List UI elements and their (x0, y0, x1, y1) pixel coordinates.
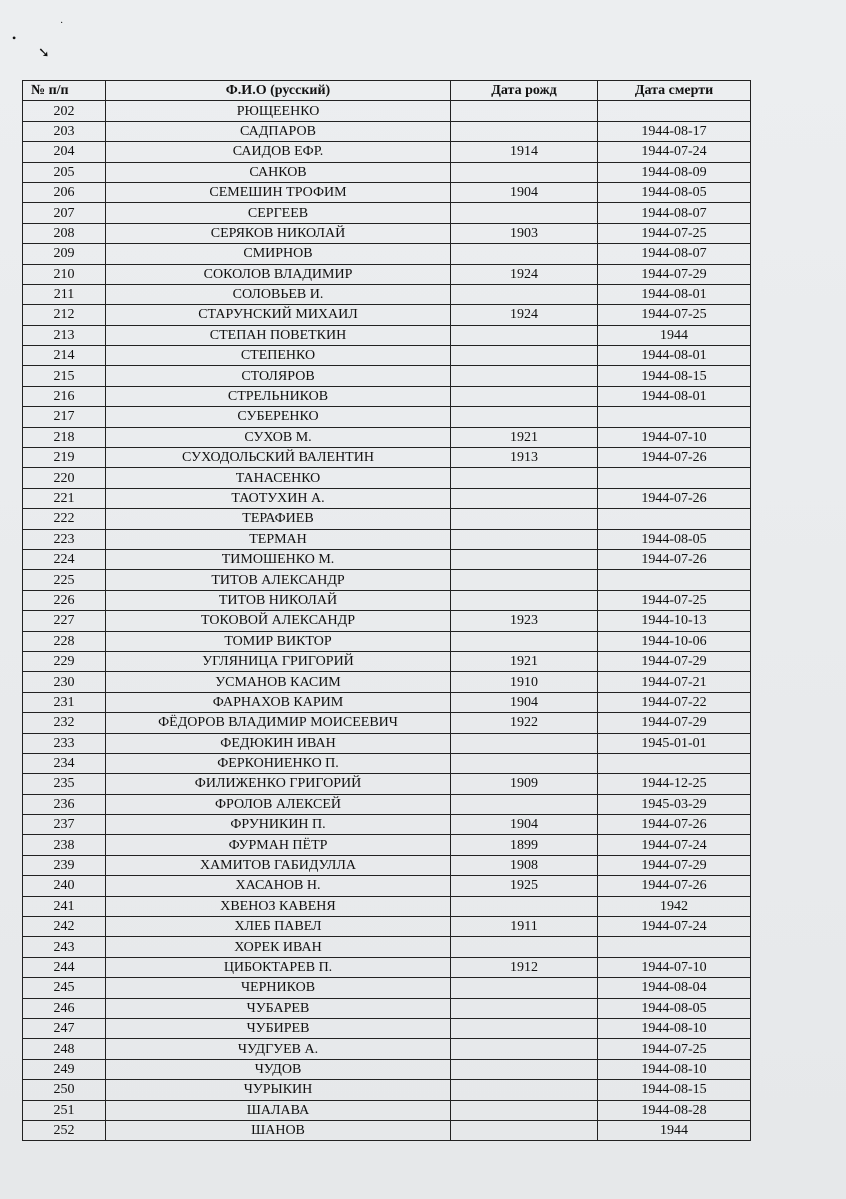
birth-date-cell (451, 509, 598, 529)
row-number-cell: 207 (23, 203, 106, 223)
birth-date-cell: 1908 (451, 855, 598, 875)
death-date-cell: 1944-08-09 (598, 162, 751, 182)
birth-date-cell (451, 937, 598, 957)
death-date-cell: 1944-07-24 (598, 142, 751, 162)
death-date-cell: 1944-08-17 (598, 121, 751, 141)
row-number-cell: 245 (23, 978, 106, 998)
birth-date-cell (451, 1080, 598, 1100)
death-date-cell (598, 937, 751, 957)
table-row (23, 978, 751, 998)
table-row (23, 835, 751, 855)
table-row (23, 651, 751, 671)
full-name-cell: ФУРМАН ПЁТР (106, 835, 451, 855)
table-row (23, 244, 751, 264)
birth-date-cell (451, 121, 598, 141)
full-name-cell: ТИТОВ АЛЕКСАНДР (106, 570, 451, 590)
death-date-cell: 1944-10-06 (598, 631, 751, 651)
full-name-cell: СТОЛЯРОВ (106, 366, 451, 386)
table-row (23, 876, 751, 896)
row-number-cell: 238 (23, 835, 106, 855)
death-date-cell: 1944-08-10 (598, 1018, 751, 1038)
death-date-cell: 1944-08-28 (598, 1100, 751, 1120)
table-row (23, 672, 751, 692)
birth-date-cell: 1913 (451, 448, 598, 468)
birth-date-cell (451, 549, 598, 569)
birth-date-cell: 1903 (451, 223, 598, 243)
birth-date-cell: 1925 (451, 876, 598, 896)
table-row (23, 549, 751, 569)
full-name-cell: СТЕПАН ПОВЕТКИН (106, 325, 451, 345)
full-name-cell: УГЛЯНИЦА ГРИГОРИЙ (106, 651, 451, 671)
row-number-cell: 231 (23, 692, 106, 712)
row-number-cell: 222 (23, 509, 106, 529)
row-number-cell: 235 (23, 774, 106, 794)
death-date-cell: 1944-07-26 (598, 876, 751, 896)
row-number-cell: 220 (23, 468, 106, 488)
death-date-cell: 1944-08-07 (598, 244, 751, 264)
row-number-cell: 212 (23, 305, 106, 325)
row-number-cell: 217 (23, 407, 106, 427)
full-name-cell: ХЛЕБ ПАВЕЛ (106, 917, 451, 937)
full-name-cell: ШАНОВ (106, 1120, 451, 1140)
row-number-cell: 244 (23, 957, 106, 977)
full-name-cell: ТОМИР ВИКТОР (106, 631, 451, 651)
table-row (23, 1018, 751, 1038)
full-name-cell: ЧЕРНИКОВ (106, 978, 451, 998)
full-name-cell: СТАРУНСКИЙ МИХАИЛ (106, 305, 451, 325)
table-row (23, 1080, 751, 1100)
row-number-cell: 206 (23, 182, 106, 202)
full-name-cell: САДПАРОВ (106, 121, 451, 141)
death-date-cell: 1944-07-24 (598, 835, 751, 855)
full-name-cell: ТАНАСЕНКО (106, 468, 451, 488)
table-row (23, 855, 751, 875)
row-number-cell: 252 (23, 1120, 106, 1140)
death-date-cell: 1944-07-29 (598, 855, 751, 875)
death-date-cell: 1944-07-25 (598, 223, 751, 243)
birth-date-cell (451, 366, 598, 386)
death-date-cell: 1944-07-29 (598, 264, 751, 284)
header-death-date: Дата смерти (598, 81, 751, 101)
row-number-cell: 233 (23, 733, 106, 753)
table-row (23, 142, 751, 162)
table-row (23, 264, 751, 284)
death-date-cell: 1944-07-21 (598, 672, 751, 692)
birth-date-cell (451, 896, 598, 916)
row-number-cell: 241 (23, 896, 106, 916)
table-row (23, 427, 751, 447)
table-row (23, 570, 751, 590)
row-number-cell: 216 (23, 386, 106, 406)
full-name-cell: ФИЛИЖЕНКО ГРИГОРИЙ (106, 774, 451, 794)
header-number: № п/п (23, 81, 106, 101)
birth-date-cell (451, 1059, 598, 1079)
death-date-cell (598, 101, 751, 121)
birth-date-cell: 1910 (451, 672, 598, 692)
full-name-cell: ТЕРМАН (106, 529, 451, 549)
birth-date-cell (451, 468, 598, 488)
row-number-cell: 234 (23, 753, 106, 773)
birth-date-cell (451, 101, 598, 121)
full-name-cell: СЕРГЕЕВ (106, 203, 451, 223)
death-date-cell: 1944-08-07 (598, 203, 751, 223)
row-number-cell: 204 (23, 142, 106, 162)
row-number-cell: 228 (23, 631, 106, 651)
table-row (23, 733, 751, 753)
birth-date-cell: 1924 (451, 305, 598, 325)
full-name-cell: СОКОЛОВ ВЛАДИМИР (106, 264, 451, 284)
full-name-cell: ЧУДГУЕВ А. (106, 1039, 451, 1059)
death-date-cell: 1944-08-15 (598, 1080, 751, 1100)
full-name-cell: ХАМИТОВ ГАБИДУЛЛА (106, 855, 451, 875)
full-name-cell: СЕМЕШИН ТРОФИМ (106, 182, 451, 202)
row-number-cell: 202 (23, 101, 106, 121)
table-row (23, 182, 751, 202)
table-row (23, 1120, 751, 1140)
full-name-cell: СМИРНОВ (106, 244, 451, 264)
scan-speck: · (60, 18, 64, 29)
full-name-cell: СЕРЯКОВ НИКОЛАЙ (106, 223, 451, 243)
full-name-cell: ТИТОВ НИКОЛАЙ (106, 590, 451, 610)
birth-date-cell: 1904 (451, 692, 598, 712)
full-name-cell: ЦИБОКТАРЕВ П. (106, 957, 451, 977)
death-date-cell: 1944-08-05 (598, 182, 751, 202)
death-date-cell (598, 407, 751, 427)
full-name-cell: ЧУРЫКИН (106, 1080, 451, 1100)
row-number-cell: 250 (23, 1080, 106, 1100)
full-name-cell: ТИМОШЕНКО М. (106, 549, 451, 569)
row-number-cell: 225 (23, 570, 106, 590)
birth-date-cell (451, 794, 598, 814)
row-number-cell: 249 (23, 1059, 106, 1079)
table-row (23, 917, 751, 937)
row-number-cell: 246 (23, 998, 106, 1018)
full-name-cell: ЧУБАРЕВ (106, 998, 451, 1018)
scan-speck: ➘ (38, 46, 50, 61)
death-date-cell: 1942 (598, 896, 751, 916)
full-name-cell: СУХОДОЛЬСКИЙ ВАЛЕНТИН (106, 448, 451, 468)
full-name-cell: ХОРЕК ИВАН (106, 937, 451, 957)
full-name-cell: ФРУНИКИН П. (106, 815, 451, 835)
death-date-cell: 1944 (598, 1120, 751, 1140)
row-number-cell: 251 (23, 1100, 106, 1120)
death-date-cell: 1944-10-13 (598, 611, 751, 631)
table-row (23, 631, 751, 651)
birth-date-cell: 1909 (451, 774, 598, 794)
birth-date-cell (451, 753, 598, 773)
death-date-cell: 1944-07-26 (598, 488, 751, 508)
full-name-cell: СОЛОВЬЕВ И. (106, 284, 451, 304)
row-number-cell: 236 (23, 794, 106, 814)
death-date-cell: 1944-07-29 (598, 651, 751, 671)
header-full-name: Ф.И.О (русский) (106, 81, 451, 101)
birth-date-cell: 1912 (451, 957, 598, 977)
table-row (23, 815, 751, 835)
table-row (23, 346, 751, 366)
table-row (23, 203, 751, 223)
death-date-cell: 1944 (598, 325, 751, 345)
table-row (23, 101, 751, 121)
row-number-cell: 239 (23, 855, 106, 875)
table-body (23, 101, 751, 1141)
row-number-cell: 224 (23, 549, 106, 569)
birth-date-cell (451, 998, 598, 1018)
row-number-cell: 203 (23, 121, 106, 141)
death-date-cell: 1944-08-15 (598, 366, 751, 386)
birth-date-cell (451, 1018, 598, 1038)
full-name-cell: ФРОЛОВ АЛЕКСЕЙ (106, 794, 451, 814)
row-number-cell: 211 (23, 284, 106, 304)
table-row (23, 753, 751, 773)
birth-date-cell: 1914 (451, 142, 598, 162)
birth-date-cell (451, 570, 598, 590)
birth-date-cell (451, 284, 598, 304)
row-number-cell: 208 (23, 223, 106, 243)
full-name-cell: ФЕРКОНИЕНКО П. (106, 753, 451, 773)
table-row (23, 305, 751, 325)
full-name-cell: РЮЩЕЕНКО (106, 101, 451, 121)
table-row (23, 407, 751, 427)
death-date-cell: 1944-08-05 (598, 998, 751, 1018)
full-name-cell: ХВЕНОЗ КАВЕНЯ (106, 896, 451, 916)
birth-date-cell: 1921 (451, 427, 598, 447)
table-row (23, 488, 751, 508)
death-date-cell: 1945-03-29 (598, 794, 751, 814)
row-number-cell: 209 (23, 244, 106, 264)
full-name-cell: ШАЛАВА (106, 1100, 451, 1120)
birth-date-cell: 1899 (451, 835, 598, 855)
table-row (23, 366, 751, 386)
death-date-cell (598, 753, 751, 773)
death-date-cell: 1944-12-25 (598, 774, 751, 794)
burial-list-table (22, 80, 751, 1141)
birth-date-cell (451, 978, 598, 998)
death-date-cell: 1944-07-25 (598, 305, 751, 325)
death-date-cell: 1945-01-01 (598, 733, 751, 753)
row-number-cell: 248 (23, 1039, 106, 1059)
birth-date-cell (451, 590, 598, 610)
table-row (23, 774, 751, 794)
birth-date-cell: 1922 (451, 713, 598, 733)
full-name-cell: ФАРНАХОВ КАРИМ (106, 692, 451, 712)
table-row (23, 386, 751, 406)
death-date-cell (598, 570, 751, 590)
row-number-cell: 205 (23, 162, 106, 182)
row-number-cell: 237 (23, 815, 106, 835)
row-number-cell: 213 (23, 325, 106, 345)
death-date-cell: 1944-07-25 (598, 590, 751, 610)
death-date-cell: 1944-07-25 (598, 1039, 751, 1059)
death-date-cell: 1944-07-26 (598, 549, 751, 569)
full-name-cell: СУХОВ М. (106, 427, 451, 447)
death-date-cell: 1944-07-26 (598, 448, 751, 468)
table-row (23, 794, 751, 814)
birth-date-cell (451, 346, 598, 366)
death-date-cell: 1944-08-04 (598, 978, 751, 998)
death-date-cell: 1944-08-10 (598, 1059, 751, 1079)
birth-date-cell (451, 407, 598, 427)
table-row (23, 998, 751, 1018)
table-row (23, 713, 751, 733)
row-number-cell: 229 (23, 651, 106, 671)
scan-speck: • (12, 31, 17, 45)
birth-date-cell (451, 162, 598, 182)
birth-date-cell: 1904 (451, 815, 598, 835)
full-name-cell: УСМАНОВ КАСИМ (106, 672, 451, 692)
row-number-cell: 242 (23, 917, 106, 937)
table-row (23, 529, 751, 549)
full-name-cell: СУБЕРЕНКО (106, 407, 451, 427)
death-date-cell (598, 468, 751, 488)
full-name-cell: ХАСАНОВ Н. (106, 876, 451, 896)
birth-date-cell (451, 733, 598, 753)
death-date-cell (598, 509, 751, 529)
table-row (23, 162, 751, 182)
death-date-cell: 1944-07-10 (598, 427, 751, 447)
full-name-cell: ФЁДОРОВ ВЛАДИМИР МОИСЕЕВИЧ (106, 713, 451, 733)
full-name-cell: САНКОВ (106, 162, 451, 182)
table-header-row (23, 81, 751, 101)
header-birth-date: Дата рожд (451, 81, 598, 101)
table-row (23, 509, 751, 529)
row-number-cell: 214 (23, 346, 106, 366)
birth-date-cell (451, 203, 598, 223)
death-date-cell: 1944-07-10 (598, 957, 751, 977)
birth-date-cell (451, 631, 598, 651)
full-name-cell: ТЕРАФИЕВ (106, 509, 451, 529)
death-date-cell: 1944-07-24 (598, 917, 751, 937)
birth-date-cell: 1904 (451, 182, 598, 202)
row-number-cell: 240 (23, 876, 106, 896)
birth-date-cell: 1923 (451, 611, 598, 631)
row-number-cell: 218 (23, 427, 106, 447)
full-name-cell: СТРЕЛЬНИКОВ (106, 386, 451, 406)
birth-date-cell (451, 488, 598, 508)
full-name-cell: ЧУБИРЕВ (106, 1018, 451, 1038)
row-number-cell: 219 (23, 448, 106, 468)
row-number-cell: 243 (23, 937, 106, 957)
table-row (23, 1100, 751, 1120)
death-date-cell: 1944-07-22 (598, 692, 751, 712)
death-date-cell: 1944-08-05 (598, 529, 751, 549)
full-name-cell: ТОКОВОЙ АЛЕКСАНДР (106, 611, 451, 631)
table-row (23, 121, 751, 141)
birth-date-cell: 1924 (451, 264, 598, 284)
table-row (23, 284, 751, 304)
table-row (23, 957, 751, 977)
death-date-cell: 1944-07-26 (598, 815, 751, 835)
table-row (23, 468, 751, 488)
birth-date-cell (451, 1120, 598, 1140)
table-row (23, 325, 751, 345)
table-row (23, 223, 751, 243)
row-number-cell: 227 (23, 611, 106, 631)
birth-date-cell (451, 386, 598, 406)
full-name-cell: СТЕПЕНКО (106, 346, 451, 366)
table-row (23, 590, 751, 610)
table-row (23, 1039, 751, 1059)
birth-date-cell (451, 244, 598, 264)
row-number-cell: 247 (23, 1018, 106, 1038)
table-row (23, 896, 751, 916)
row-number-cell: 226 (23, 590, 106, 610)
table-row (23, 1059, 751, 1079)
death-date-cell: 1944-08-01 (598, 284, 751, 304)
birth-date-cell (451, 1039, 598, 1059)
death-date-cell: 1944-08-01 (598, 386, 751, 406)
full-name-cell: ТАОТУХИН А. (106, 488, 451, 508)
death-date-cell: 1944-08-01 (598, 346, 751, 366)
row-number-cell: 221 (23, 488, 106, 508)
table-row (23, 937, 751, 957)
birth-date-cell (451, 1100, 598, 1120)
row-number-cell: 232 (23, 713, 106, 733)
row-number-cell: 210 (23, 264, 106, 284)
full-name-cell: ФЕДЮКИН ИВАН (106, 733, 451, 753)
birth-date-cell: 1911 (451, 917, 598, 937)
birth-date-cell (451, 325, 598, 345)
birth-date-cell (451, 529, 598, 549)
death-date-cell: 1944-07-29 (598, 713, 751, 733)
birth-date-cell: 1921 (451, 651, 598, 671)
table-row (23, 692, 751, 712)
table-row (23, 611, 751, 631)
row-number-cell: 223 (23, 529, 106, 549)
table-row (23, 448, 751, 468)
full-name-cell: ЧУДОВ (106, 1059, 451, 1079)
row-number-cell: 230 (23, 672, 106, 692)
full-name-cell: САИДОВ ЕФР. (106, 142, 451, 162)
row-number-cell: 215 (23, 366, 106, 386)
